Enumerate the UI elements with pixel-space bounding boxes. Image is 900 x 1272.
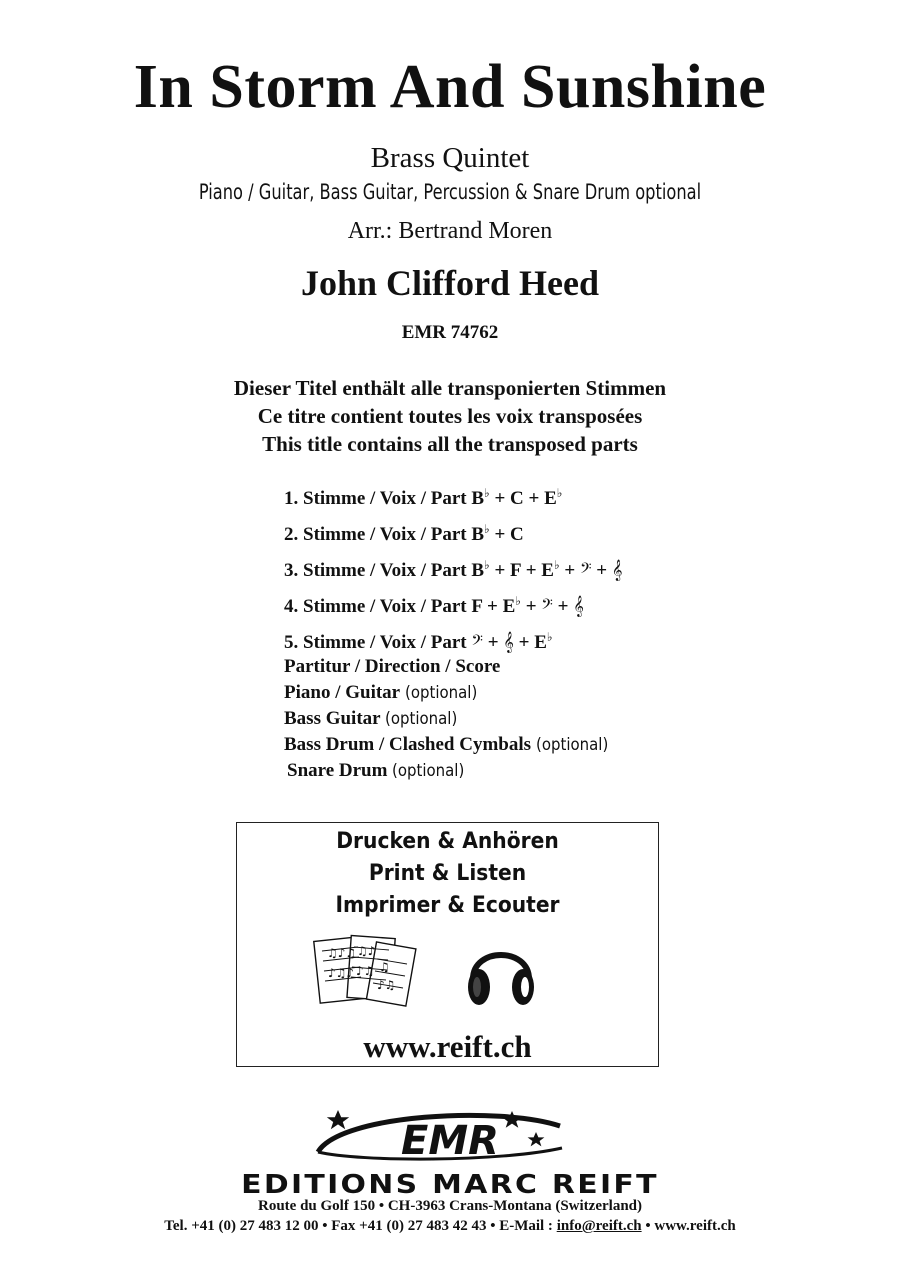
part-key: E♭ bbox=[544, 486, 563, 509]
sheet-music-icon bbox=[309, 931, 421, 1011]
part-key: E♭ bbox=[541, 558, 560, 581]
part-number: 3. bbox=[284, 560, 299, 581]
part-prefix: Stimme / Voix / Part bbox=[303, 524, 467, 545]
part-key: C bbox=[510, 524, 524, 545]
extra-part-label: Bass Drum / Clashed Cymbals bbox=[284, 734, 532, 755]
part-key: C bbox=[510, 488, 524, 509]
part-number: 2. bbox=[284, 524, 299, 545]
part-line: 2. Stimme / Voix / Part B♭ + C bbox=[284, 522, 524, 545]
part-line: 4. Stimme / Voix / Part F + E♭ + 𝄢 + 𝄞 bbox=[284, 594, 584, 617]
part-key: B♭ bbox=[471, 486, 490, 509]
part-key: F bbox=[471, 596, 483, 617]
optional-instruments: Piano / Guitar, Bass Guitar, Percussion & Snare Drum optional bbox=[198, 180, 702, 204]
treble-clef-icon: 𝄞 bbox=[611, 560, 623, 581]
part-prefix: Stimme / Voix / Part bbox=[303, 596, 467, 617]
svg-text:♫♪: ♫♪ bbox=[357, 944, 376, 958]
extra-part-note: (optional) bbox=[392, 761, 465, 781]
extra-part-line bbox=[284, 680, 618, 706]
treble-clef-icon: 𝄞 bbox=[573, 596, 584, 617]
treble-clef-icon: 𝄞 bbox=[503, 632, 514, 653]
composer: John Clifford Heed bbox=[300, 263, 599, 303]
emr-logo bbox=[300, 1108, 600, 1168]
extra-part-line bbox=[284, 706, 618, 732]
publisher-name: EDITIONS MARC REIFT bbox=[241, 1170, 659, 1200]
logo-text: EMR bbox=[401, 1118, 499, 1164]
catalog-number: EMR 74762 bbox=[401, 322, 499, 343]
contact-phone-fax: Tel. +41 (0) 27 483 12 00 • Fax +41 (0) 27 483 42 43 • E-Mail : bbox=[164, 1218, 557, 1234]
ensemble: Brass Quintet bbox=[370, 142, 530, 174]
notice-line-en: This title contains all the transposed parts bbox=[262, 432, 638, 456]
part-number: 5. bbox=[284, 632, 299, 653]
notice-line-fr: Ce titre contient toutes les voix transposées bbox=[257, 404, 643, 428]
part-key: B♭ bbox=[471, 522, 490, 545]
arranger: Arr.: Bertrand Moren bbox=[347, 218, 553, 244]
extra-part-label: Snare Drum bbox=[287, 760, 388, 781]
extra-part-label: Partitur / Direction / Score bbox=[284, 656, 501, 677]
extra-part-line bbox=[284, 758, 618, 784]
extra-part-label: Bass Guitar bbox=[284, 708, 381, 729]
part-line: 1. Stimme / Voix / Part B♭ + C + E♭ bbox=[284, 486, 563, 509]
headphones-icon bbox=[463, 933, 539, 1013]
svg-text:♫: ♫ bbox=[379, 960, 390, 974]
contact-email-link[interactable]: info@reift.ch bbox=[556, 1218, 642, 1234]
promo-line-fr: Imprimer & Ecouter bbox=[335, 893, 560, 918]
title: In Storm And Sunshine bbox=[133, 53, 767, 121]
extra-part-line bbox=[284, 654, 618, 680]
bass-clef-icon: 𝄢 bbox=[471, 632, 483, 653]
svg-text:♪♫: ♪♫ bbox=[356, 964, 375, 978]
part-prefix: Stimme / Voix / Part bbox=[303, 488, 467, 509]
part-prefix: Stimme / Voix / Part bbox=[303, 560, 467, 581]
contact-website: • www.reift.ch bbox=[641, 1218, 736, 1234]
notice-line-de: Dieser Titel enthält alle transponierten Stimmen bbox=[233, 376, 667, 400]
part-key: E♭ bbox=[534, 630, 553, 653]
bass-clef-icon: 𝄢 bbox=[579, 560, 592, 581]
part-number: 1. bbox=[284, 488, 299, 509]
extra-part-note: (optional) bbox=[385, 709, 458, 729]
parts-list bbox=[284, 478, 623, 658]
svg-text:♪♫: ♪♫ bbox=[377, 978, 396, 992]
extra-part-note: (optional) bbox=[404, 683, 478, 703]
publisher-contact bbox=[0, 1218, 900, 1235]
extra-part-line bbox=[284, 732, 618, 758]
print-listen-box bbox=[236, 822, 659, 1067]
part-line: 3. Stimme / Voix / Part B♭ + F + E♭ + 𝄢 + 𝄞 bbox=[284, 558, 623, 581]
extra-part-label: Piano / Guitar bbox=[284, 682, 401, 703]
part-key: B♭ bbox=[471, 558, 490, 581]
promo-line-en: Print & Listen bbox=[368, 861, 527, 886]
svg-text:♫♪♫: ♫♪♫ bbox=[327, 946, 357, 960]
extras-list bbox=[284, 654, 618, 784]
promo-line-de: Drucken & Anhören bbox=[336, 829, 559, 854]
publisher-address: Route du Golf 150 • CH-3963 Crans-Montana (Switzerland) bbox=[258, 1198, 642, 1214]
bass-clef-icon: 𝄢 bbox=[541, 596, 553, 617]
part-number: 4. bbox=[284, 596, 299, 617]
transposition-notice bbox=[0, 374, 900, 458]
part-line: 5. Stimme / Voix / Part 𝄢 + 𝄞 + E♭ bbox=[284, 630, 553, 653]
part-key: E♭ bbox=[502, 594, 521, 617]
part-prefix: Stimme / Voix / Part bbox=[303, 632, 467, 653]
svg-text:♪♫♪: ♪♫♪ bbox=[328, 966, 355, 980]
extra-part-note: (optional) bbox=[535, 735, 609, 755]
part-key: F bbox=[510, 560, 521, 581]
promo-url[interactable]: www.reift.ch bbox=[363, 1029, 532, 1064]
